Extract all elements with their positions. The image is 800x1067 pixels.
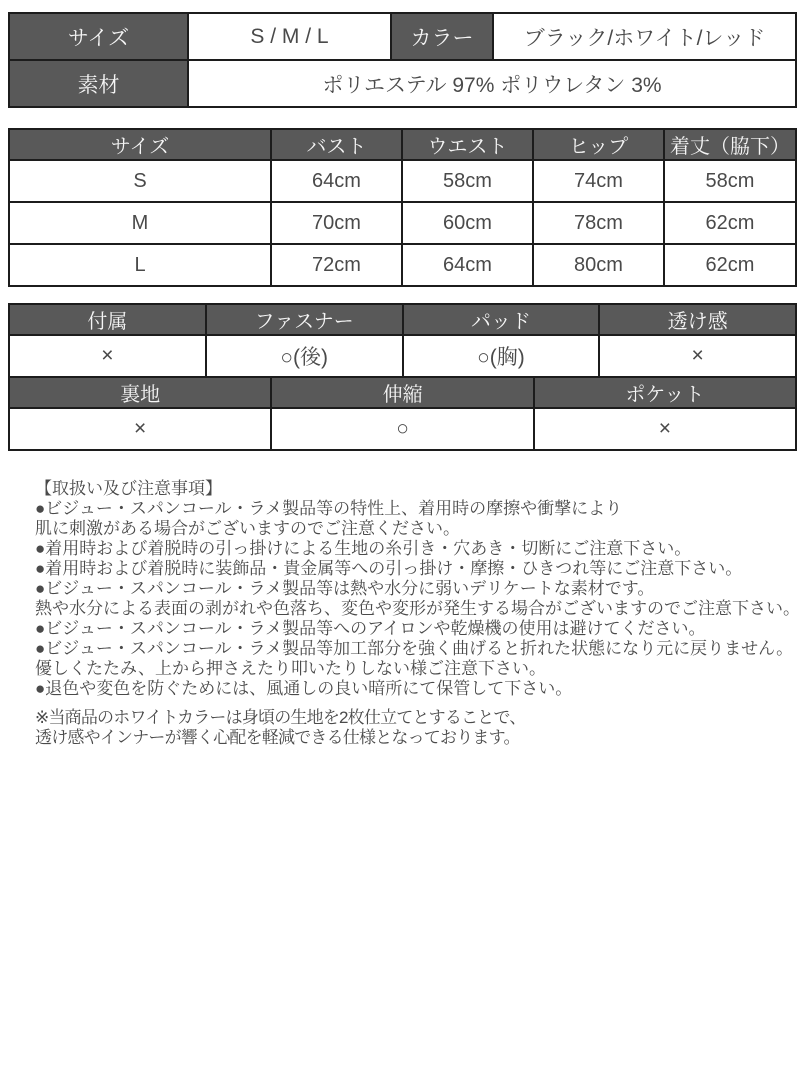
care-note-line: ●着用時および着脱時に装飾品・貴金属等への引っ掛け・摩擦・ひきつれ等にご注意下さい。 [35, 559, 743, 578]
features-header-row-1 [9, 304, 796, 335]
col-header-bust: バスト [271, 129, 402, 160]
spec-table [8, 12, 797, 108]
features-table [8, 303, 797, 451]
attachment-value: × [9, 335, 206, 377]
cell: 64cm [271, 160, 402, 202]
sheerness-value: × [599, 335, 796, 377]
care-note-line: 肌に刺激がある場合がございますのでご注意ください。 [35, 519, 460, 538]
cell: 72cm [271, 244, 402, 286]
cell: 62cm [664, 202, 796, 244]
cell: 58cm [664, 160, 796, 202]
cell: 62cm [664, 244, 796, 286]
features-header-row-2 [9, 377, 796, 408]
pocket-value: × [534, 408, 796, 450]
care-notes [35, 479, 800, 748]
fastener-value: ○(後) [206, 335, 403, 377]
white-color-note-line: ※当商品のホワイトカラーは身頃の生地を2枚仕立てとすることで、 [35, 708, 526, 727]
care-note-line: 熱や水分による表面の剥がれや色落ち、変色や変形が発生する場合がございますのでご注意下さい。 [35, 599, 800, 618]
col-header-sheerness: 透け感 [599, 304, 796, 335]
size-value: S / M / L [188, 13, 391, 60]
lining-value: × [9, 408, 271, 450]
pad-value: ○(胸) [403, 335, 600, 377]
material-value: ポリエステル 97% ポリウレタン 3% [188, 60, 796, 107]
color-label: カラー [391, 13, 493, 60]
cell: 64cm [402, 244, 533, 286]
measurements-table [8, 128, 797, 287]
cell: 70cm [271, 202, 402, 244]
col-header-attachment: 付属 [9, 304, 206, 335]
table-row-l [9, 244, 796, 286]
care-note-line: ●ビジュー・スパンコール・ラメ製品等は熱や水分に弱いデリケートな素材です。 [35, 579, 655, 598]
care-note-line: ●ビジュー・スパンコール・ラメ製品等へのアイロンや乾燥機の使用は避けてください。 [35, 619, 706, 638]
material-label: 素材 [9, 60, 188, 107]
features-value-row-1 [9, 335, 796, 377]
col-header-lining: 裏地 [9, 377, 271, 408]
col-header-stretch: 伸縮 [271, 377, 533, 408]
table-row-s [9, 160, 796, 202]
col-header-pocket: ポケット [534, 377, 796, 408]
col-header-length: 着丈（脇下） [664, 129, 796, 160]
cell: L [9, 244, 271, 286]
cell: 58cm [402, 160, 533, 202]
size-label: サイズ [9, 13, 188, 60]
stretch-value: ○ [271, 408, 533, 450]
care-note-line: ●ビジュー・スパンコール・ラメ製品等の特性上、着用時の摩擦や衝撃により [35, 499, 623, 518]
measurements-header-row [9, 129, 796, 160]
cell: 60cm [402, 202, 533, 244]
table-row-m [9, 202, 796, 244]
cell: 80cm [533, 244, 664, 286]
col-header-fastener: ファスナー [206, 304, 403, 335]
care-note-line: ●ビジュー・スパンコール・ラメ製品等加工部分を強く曲げると折れた状態になり元に戻りません。 [35, 639, 794, 658]
cell: S [9, 160, 271, 202]
cell: 74cm [533, 160, 664, 202]
cell: M [9, 202, 271, 244]
col-header-size: サイズ [9, 129, 271, 160]
features-value-row-2 [9, 408, 796, 450]
color-value: ブラック/ホワイト/レッド [493, 13, 796, 60]
care-note-line: 優しくたたみ、上から押さえたり叩いたりしない様ご注意下さい。 [35, 659, 547, 678]
col-header-waist: ウエスト [402, 129, 533, 160]
col-header-pad: パッド [403, 304, 600, 335]
cell: 78cm [533, 202, 664, 244]
care-note-line: ●退色や変色を防ぐためには、風通しの良い暗所にて保管して下さい。 [35, 679, 573, 698]
col-header-hip: ヒップ [533, 129, 664, 160]
care-note-line: ●着用時および着脱時の引っ掛けによる生地の糸引き・穴あき・切断にご注意下さい。 [35, 539, 692, 558]
care-notes-title: 【取扱い及び注意事項】 [35, 479, 222, 498]
white-color-note-line: 透け感やインナーが響く心配を軽減できる仕様となっております。 [35, 728, 520, 747]
white-color-note [35, 708, 775, 748]
